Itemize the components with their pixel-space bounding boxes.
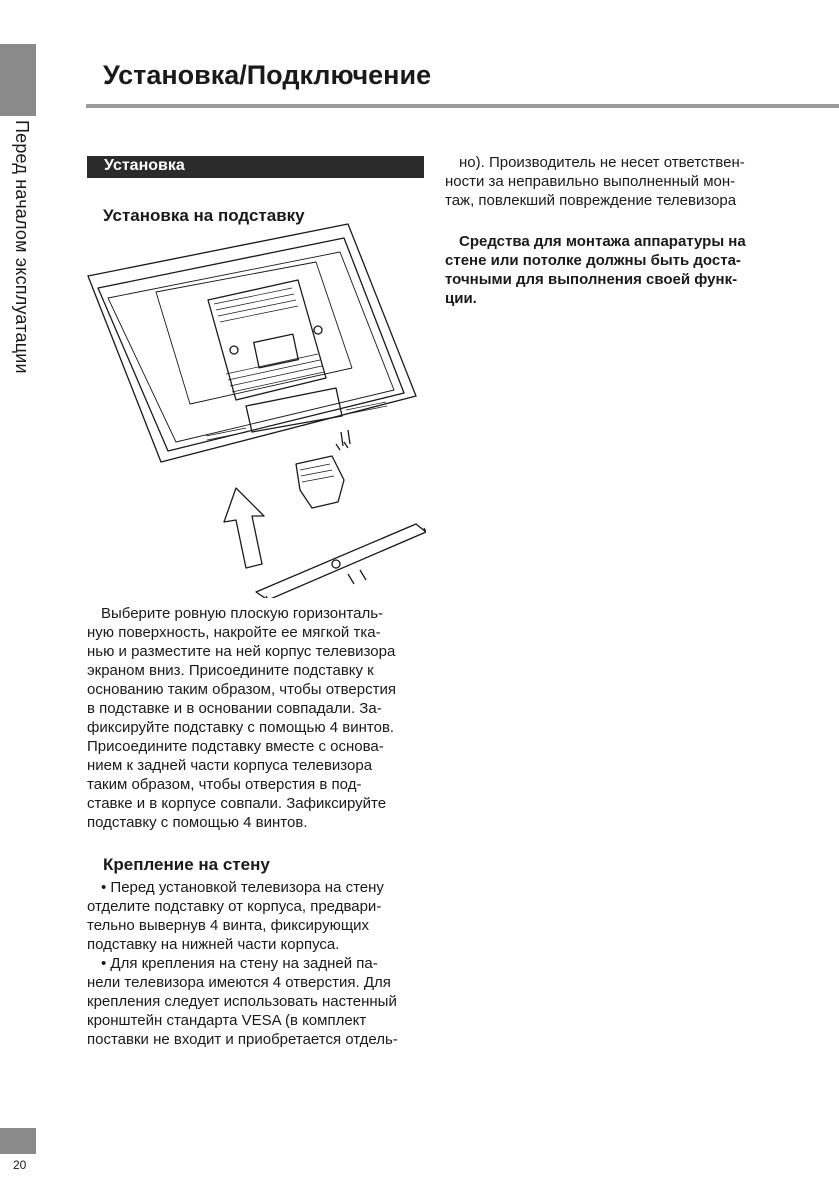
side-tab-marker — [0, 44, 36, 116]
subsection-wall-heading: Крепление на стену — [103, 855, 270, 874]
title-divider — [86, 104, 839, 108]
tv-stand-installation-illustration — [86, 218, 426, 598]
stand-instructions: Выберите ровную плоскую горизонталь- ную поверхность, накройте ее мягкой тка- нью и разместите на ней корпус телевизора экраном вниз. Присоедините подставку к основанию таким образом, чтобы отверстия в подставке и в основании совпадали. За- фиксируйте подставку с помощью 4 винтов. Присоедините подставку вместе с основа- нием к задней части корпуса телевизора таким образом, чтобы отверстия в под- ставке и в корпусе совпали. Зафиксируйте подставку с помощью 4 винтов. — [87, 605, 396, 831]
section-heading — [87, 156, 424, 178]
side-chapter-label: Перед началом эксплуатации — [12, 120, 32, 374]
section-heading-label: Установка — [104, 157, 185, 174]
wall-mount-instructions: • Перед установкой телевизора на стену отделите подставку от корпуса, предвари- тельно вывернув 4 винта, фиксирующих подставку на нижней части корпуса. • Для крепления на стену на задней па- нели телевизора имеются 4 отверстия. Для крепления следует использовать настенный кронштейн стандарта VESA (в комплект поставки не входит и приобретается отдель- — [87, 879, 398, 1048]
subsection-stand-heading: Установка на подставку — [103, 206, 305, 225]
wall-mount-continuation: но). Производитель не несет ответствен- ности за неправильно выполненный мон- таж, повлекший повреждение телевизора — [445, 154, 745, 209]
page-number-marker — [0, 1128, 36, 1154]
page-number: 20 — [13, 1158, 27, 1172]
page-title: Установка/Подключение — [103, 60, 432, 90]
mounting-warning-note: Средства для монтажа аппаратуры на стене или потолке должны быть доста- точными для выполнения своей функ- ции. — [445, 233, 746, 307]
